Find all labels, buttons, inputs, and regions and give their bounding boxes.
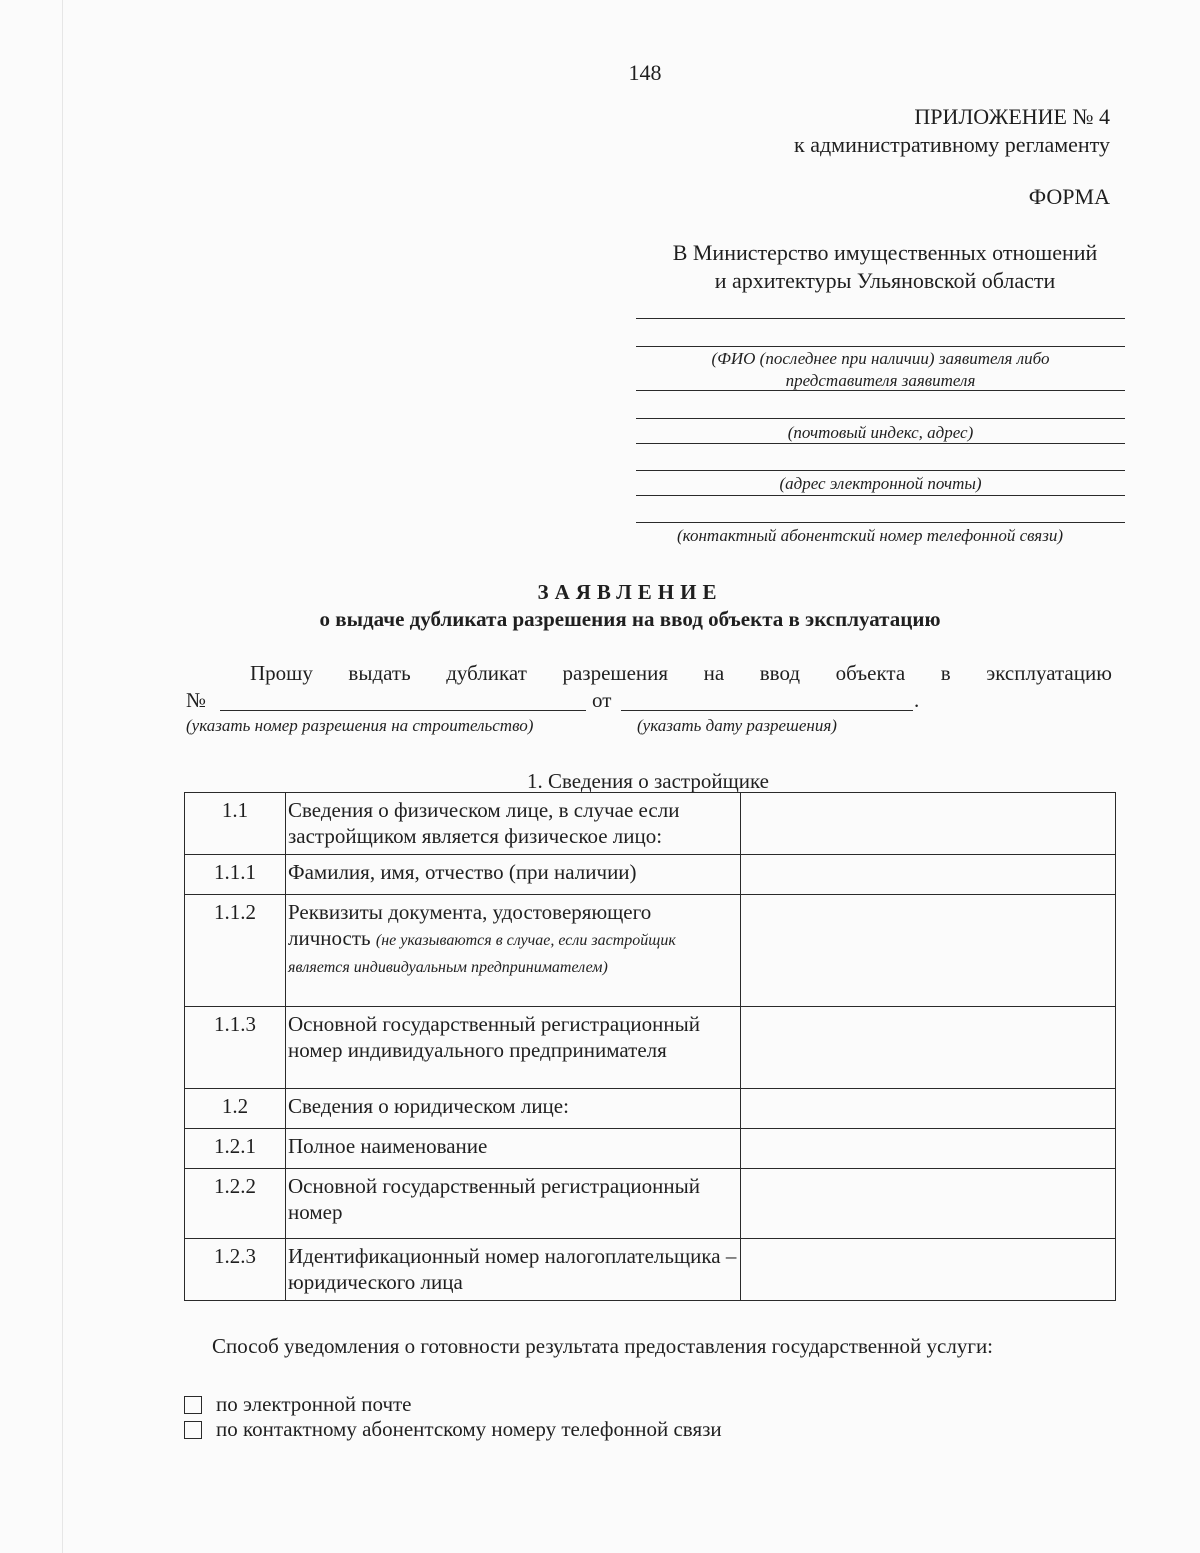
option-phone-label: по контактному абонентскому номеру телефонной связи bbox=[216, 1417, 722, 1441]
row-value-cell[interactable] bbox=[741, 793, 1116, 855]
row-value-cell[interactable] bbox=[741, 1089, 1116, 1129]
table-row bbox=[185, 793, 1116, 855]
row-label-text: Реквизиты документа, удостоверяющего личность bbox=[288, 900, 652, 950]
request-word: эксплуатацию bbox=[986, 661, 1112, 685]
section-title: 1. Сведения о застройщике bbox=[526, 769, 769, 793]
request-word: Прошу bbox=[250, 661, 313, 685]
row-number: 1.1 bbox=[185, 793, 286, 855]
document-title: ЗАЯВЛЕНИЕ bbox=[537, 580, 723, 604]
request-sentence bbox=[186, 661, 1112, 686]
request-word: разрешения bbox=[562, 661, 669, 685]
option-email-label: по электронной почте bbox=[216, 1392, 412, 1416]
from-word: от bbox=[592, 688, 612, 712]
request-word: выдать bbox=[348, 661, 411, 685]
developer-info-table bbox=[184, 792, 1116, 1301]
row-label: Основной государственный регистрационный номер bbox=[286, 1169, 741, 1239]
appendix-subtitle: к административному регламенту bbox=[794, 132, 1110, 157]
ministry-addressee bbox=[640, 239, 1130, 295]
form-label: ФОРМА bbox=[1028, 184, 1110, 209]
fio-caption-line-1: (ФИО (последнее при наличии) заявителя либо bbox=[711, 349, 1050, 368]
notification-title: Способ уведомления о готовности результата предоставления государственной услуги: bbox=[212, 1334, 994, 1358]
date-hint: (указать дату разрешения) bbox=[637, 716, 837, 735]
request-word: дубликат bbox=[446, 661, 527, 685]
row-value-cell[interactable] bbox=[741, 1129, 1116, 1169]
row-label-note: (не указываются в случае, если застройщик является индивидуальным предпринимателем) bbox=[288, 932, 676, 976]
row-label: Сведения о физическом лице, в случае если застройщиком является физическое лицо: bbox=[286, 793, 741, 855]
period: . bbox=[914, 688, 920, 712]
fio-caption-line-2: представителя заявителя bbox=[785, 371, 976, 390]
row-label bbox=[286, 895, 741, 1007]
request-word: на bbox=[703, 661, 725, 685]
table-row bbox=[185, 1007, 1116, 1089]
table-row bbox=[185, 895, 1116, 1007]
permit-date-field[interactable] bbox=[621, 710, 913, 711]
fio-caption-line bbox=[636, 390, 1125, 391]
phone-line[interactable] bbox=[636, 522, 1125, 523]
number-hint: (указать номер разрешения на строительство) bbox=[186, 716, 534, 735]
email-checkbox[interactable] bbox=[184, 1396, 202, 1414]
fio-line-2[interactable] bbox=[636, 346, 1125, 347]
number-sign: № bbox=[186, 688, 207, 712]
address-caption: (почтовый индекс, адрес) bbox=[787, 423, 974, 442]
address-caption-line bbox=[636, 443, 1125, 444]
table-row bbox=[185, 855, 1116, 895]
email-caption: (адрес электронной почты) bbox=[779, 474, 982, 493]
permit-number-field[interactable] bbox=[220, 710, 586, 711]
table-row bbox=[185, 1239, 1116, 1301]
row-value-cell[interactable] bbox=[741, 895, 1116, 1007]
row-number: 1.1.3 bbox=[185, 1007, 286, 1089]
row-label: Основной государственный регистрационный номер индивидуального предпринимателя bbox=[286, 1007, 741, 1089]
request-word: объекта bbox=[835, 661, 906, 685]
option-email[interactable] bbox=[184, 1392, 412, 1417]
row-number: 1.2.3 bbox=[185, 1239, 286, 1301]
row-label: Фамилия, имя, отчество (при наличии) bbox=[286, 855, 741, 895]
table-row bbox=[185, 1129, 1116, 1169]
row-value-cell[interactable] bbox=[741, 1239, 1116, 1301]
appendix-title: ПРИЛОЖЕНИЕ № 4 bbox=[914, 104, 1110, 129]
request-word: в bbox=[940, 661, 951, 685]
option-phone[interactable] bbox=[184, 1417, 722, 1442]
row-value-cell[interactable] bbox=[741, 1007, 1116, 1089]
email-line[interactable] bbox=[636, 470, 1125, 471]
fio-caption bbox=[636, 348, 1125, 392]
row-value-cell[interactable] bbox=[741, 1169, 1116, 1239]
table-row bbox=[185, 1169, 1116, 1239]
row-number: 1.2.1 bbox=[185, 1129, 286, 1169]
address-line[interactable] bbox=[636, 418, 1125, 419]
row-number: 1.2 bbox=[185, 1089, 286, 1129]
table-row bbox=[185, 1089, 1116, 1129]
phone-caption: (контактный абонентский номер телефонной связи) bbox=[677, 526, 1063, 545]
request-word: ввод bbox=[759, 661, 801, 685]
row-label: Идентификационный номер налогоплательщика – юридического лица bbox=[286, 1239, 741, 1301]
row-value-cell[interactable] bbox=[741, 855, 1116, 895]
page-number: 148 bbox=[628, 60, 662, 85]
document-subtitle: о выдаче дубликата разрешения на ввод объекта в эксплуатацию bbox=[319, 607, 941, 631]
row-number: 1.1.2 bbox=[185, 895, 286, 1007]
phone-checkbox[interactable] bbox=[184, 1421, 202, 1439]
row-label: Полное наименование bbox=[286, 1129, 741, 1169]
ministry-line-2: и архитектуры Ульяновской области bbox=[714, 268, 1056, 293]
fio-line-1[interactable] bbox=[636, 318, 1125, 319]
ministry-line-1: В Министерство имущественных отношений bbox=[672, 240, 1098, 265]
row-number: 1.2.2 bbox=[185, 1169, 286, 1239]
row-label: Сведения о юридическом лице: bbox=[286, 1089, 741, 1129]
row-number: 1.1.1 bbox=[185, 855, 286, 895]
email-caption-line bbox=[636, 495, 1125, 496]
